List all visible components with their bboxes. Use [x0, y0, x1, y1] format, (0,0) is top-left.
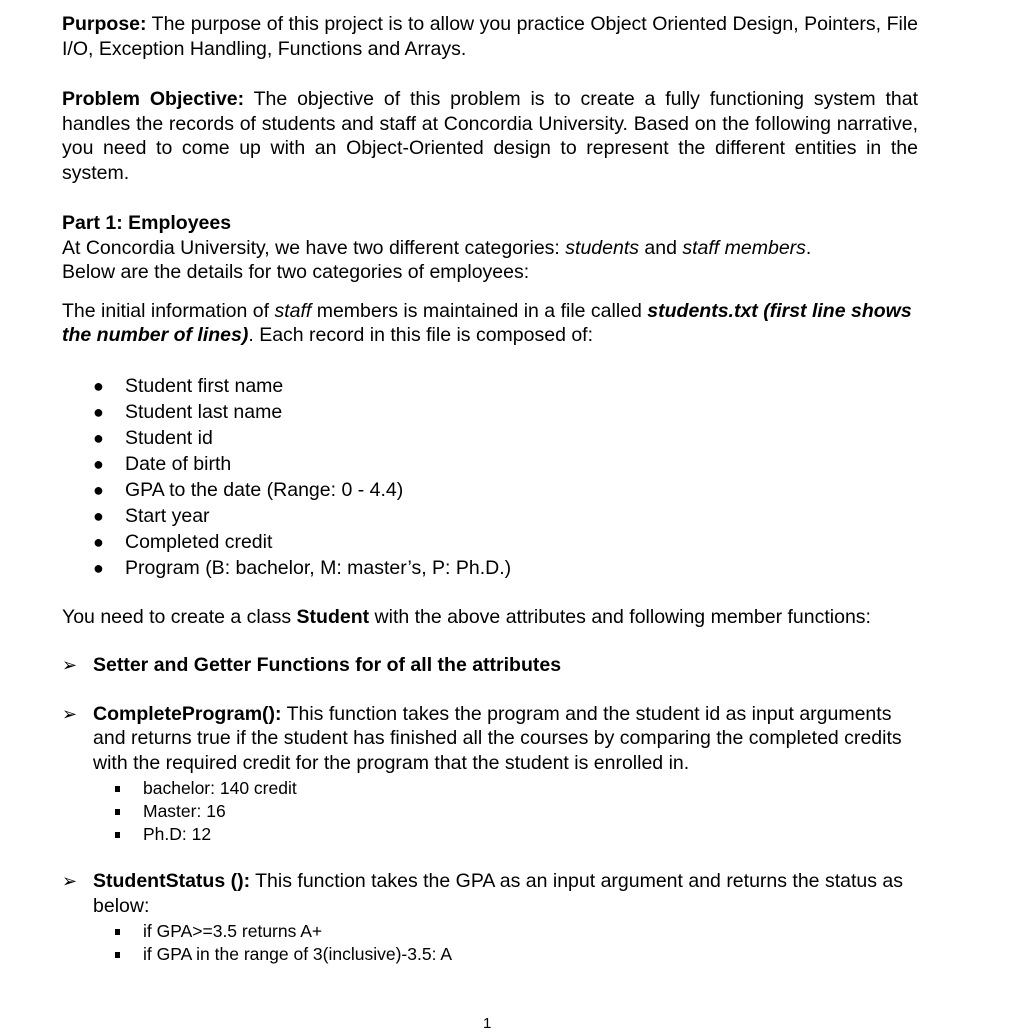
bullet-icon: ●	[93, 401, 104, 422]
bullet-icon: ●	[93, 479, 104, 500]
objective-label: Problem Objective:	[62, 88, 245, 110]
class-name: Student	[296, 605, 370, 628]
part1-heading: Part 1: Employees	[62, 212, 232, 234]
staff-para-a: The initial information of	[62, 299, 275, 322]
list-item	[62, 399, 918, 425]
class-para-a: You need to create a class	[62, 605, 297, 628]
list-item	[93, 920, 918, 943]
field-label: Program (B: bachelor, M: master’s, P: Ph.D.)	[125, 556, 512, 579]
purpose-text: The purpose of this project is to allow you practice Object Oriented Design, Pointers, File I/O, Exception Handling, Functions and Arrays.	[62, 13, 918, 60]
list-item	[93, 777, 918, 800]
field-label: Completed credit	[125, 530, 273, 553]
part1-students-term: students	[565, 236, 639, 259]
bullet-icon: ●	[93, 557, 104, 578]
staff-para-c: . Each record in this file is composed of:	[248, 324, 594, 346]
gpa-rule: if GPA>=3.5 returns A+	[143, 921, 323, 941]
credit-label: bachelor: 140 credit	[143, 778, 297, 798]
bullet-icon: ●	[93, 531, 104, 552]
objective-text: The objective of this problem is to create a fully functioning system that handles the records of students and staff at Concordia University. Based on the following narrative, you need to come up with an Object-Oriented design to represent the different entities in the system.	[62, 88, 918, 184]
field-label: Student first name	[125, 374, 284, 397]
field-label: GPA to the date (Range: 0 - 4.4)	[125, 478, 404, 501]
complete-program-text	[93, 702, 918, 776]
list-item	[62, 477, 918, 503]
arrow-bullet-icon: ➢	[62, 871, 78, 891]
staff-term: staff	[274, 299, 312, 322]
field-label: Start year	[125, 504, 210, 527]
student-status-title: StudentStatus ():	[93, 870, 251, 892]
class-paragraph	[62, 605, 918, 630]
document-body	[62, 12, 918, 966]
list-item	[93, 943, 918, 966]
bullet-icon: ●	[93, 453, 104, 474]
page-number: 1	[483, 1015, 492, 1032]
bullet-icon: ●	[93, 427, 104, 448]
part1-period: .	[805, 236, 812, 259]
purpose-label: Purpose:	[62, 13, 147, 35]
square-bullet-icon	[115, 809, 120, 815]
square-bullet-icon	[115, 952, 120, 958]
complete-program-title: CompleteProgram():	[93, 702, 282, 725]
square-bullet-icon	[115, 786, 120, 792]
arrow-bullet-icon: ➢	[62, 655, 78, 675]
gpa-rules-list	[93, 920, 918, 966]
staff-para-b: members is maintained in a file called	[311, 299, 648, 322]
purpose-paragraph	[62, 12, 918, 61]
credit-label: Master: 16	[143, 801, 226, 821]
list-item	[62, 503, 918, 529]
list-item	[62, 555, 918, 581]
part1-and: and	[639, 236, 683, 259]
setter-getter-title: Setter and Getter Functions for of all the attributes	[93, 654, 562, 676]
bullet-icon: ●	[93, 505, 104, 526]
gpa-rule: if GPA in the range of 3(inclusive)-3.5: A	[143, 944, 453, 964]
setter-getter-item	[62, 653, 918, 678]
list-item	[93, 800, 918, 823]
list-item	[62, 529, 918, 555]
field-label: Student last name	[125, 400, 283, 423]
complete-program-item	[62, 702, 918, 847]
list-item	[62, 373, 918, 399]
arrow-bullet-icon: ➢	[62, 703, 78, 724]
field-label: Date of birth	[125, 452, 232, 475]
list-item	[62, 425, 918, 451]
square-bullet-icon	[115, 929, 120, 935]
staff-file-paragraph	[62, 299, 918, 348]
objective-paragraph	[62, 87, 918, 185]
list-item	[62, 451, 918, 477]
part1-staff-term: staff members	[682, 236, 806, 259]
file-name: students.txt (first line shows the number of lines)	[62, 299, 912, 346]
complete-program-description: This function takes the program and the student id as input arguments and returns true if the student has finished all the courses by comparing the completed credits with the required credit for the program that the student is enrolled in.	[93, 702, 902, 774]
square-bullet-icon	[115, 832, 120, 838]
bullet-icon: ●	[93, 375, 104, 396]
field-label: Student id	[125, 426, 213, 449]
part1-line2: Below are the details for two categories of employees:	[62, 261, 530, 283]
list-item	[93, 823, 918, 846]
credit-label: Ph.D: 12	[143, 824, 212, 844]
student-status-text	[93, 869, 918, 918]
credit-requirements-list	[93, 777, 918, 846]
student-status-description: This function takes the GPA as an input argument and returns the status as below:	[93, 870, 903, 917]
class-para-b: with the above attributes and following member functions:	[369, 605, 871, 628]
student-status-item	[62, 869, 918, 966]
part1-line1	[62, 236, 918, 261]
part1-line1-text: At Concordia University, we have two different categories:	[62, 236, 566, 259]
record-fields-list	[62, 373, 918, 581]
